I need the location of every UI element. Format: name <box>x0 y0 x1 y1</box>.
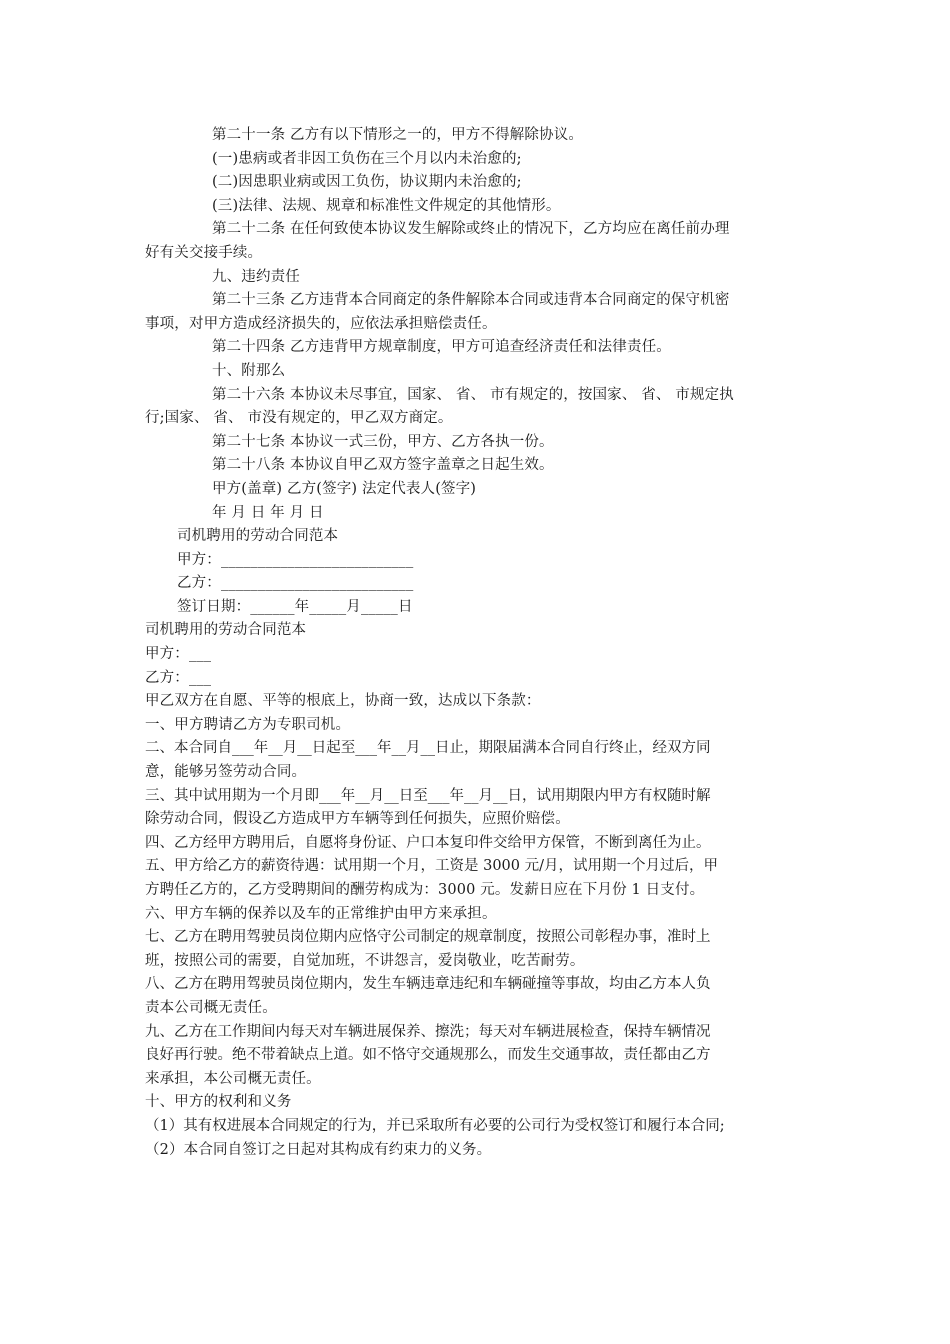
term-5-line-2: 方聘任乙方的，乙方受聘期间的酬劳构成为：3000 元。发薪日应在下月份 1 日支付。 <box>145 882 705 898</box>
contract-party-b: 乙方：___ <box>145 669 212 686</box>
term-2-line-2: 意，能够另签劳动合同。 <box>145 764 307 781</box>
clause-21: 第二十一条 乙方有以下情形之一的，甲方不得解除协议。 <box>212 127 584 143</box>
term-2-line-1: 二、本合同自___年__月__日起至___年__月__日止，期限届满本合同自行终止，经双方同 <box>145 740 711 757</box>
contract-preamble: 甲乙双方在自愿、平等的根底上，协商一致，达成以下条款： <box>145 693 541 710</box>
cover-party-a: 甲方：__________________________ <box>177 551 414 568</box>
term-10-heading: 十、甲方的权利和义务 <box>145 1094 292 1111</box>
term-9-line-3: 来承担，本公司概无责任。 <box>145 1070 321 1087</box>
clause-23-line-1: 第二十三条 乙方违背本合同商定的条件解除本合同或违背本合同商定的保守机密 <box>212 292 730 309</box>
term-9-line-1: 九、乙方在工作期间内每天对车辆进展保养、擦洗；每天对车辆进展检查，保持车辆情况 <box>145 1023 711 1040</box>
section-9-heading: 九、违约责任 <box>212 268 300 285</box>
clause-26-line-2: 行;国家、 省、 市没有规定的，甲乙双方商定。 <box>145 410 453 427</box>
term-4: 四、乙方经甲方聘用后，自愿将身份证、户口本复印件交给甲方保管，不断到离任为止。 <box>145 834 711 851</box>
clause-21-item-3: (三)法律、法规、规章和标准性文件规定的其他情形。 <box>212 197 561 214</box>
term-7-line-2: 班，按照公司的需要，自觉加班，不讲怨言，爱岗敬业，吃苦耐劳。 <box>145 952 585 969</box>
term-9-line-2: 良好再行驶。绝不带着缺点上道。如不恪守交通规那么，而发生交通事故，责任都由乙方 <box>145 1047 711 1064</box>
cover-party-b: 乙方：__________________________ <box>177 575 414 592</box>
term-10-item-1: （1）其有权进展本合同规定的行为，并已采取所有必要的公司行为受权签订和履行本合同; <box>145 1117 725 1134</box>
clause-22-line-1: 第二十二条 在任何致使本协议发生解除或终止的情况下，乙方均应在离任前办理 <box>212 221 730 238</box>
clause-26-line-1: 第二十六条 本协议未尽事宜，国家、 省、 市有规定的，按国家、 省、 市规定执 <box>212 386 734 403</box>
clause-22-line-2: 好有关交接手续。 <box>145 244 263 261</box>
term-7-line-1: 七、乙方在聘用驾驶员岗位期内应恪守公司制定的规章制度，按照公司彰程办事，准时上 <box>145 929 711 946</box>
cover-title: 司机聘用的劳动合同范本 <box>177 528 339 545</box>
clause-24: 第二十四条 乙方违背甲方规章制度，甲方可追查经济责任和法律责任。 <box>212 339 671 356</box>
signature-parties: 甲方(盖章) 乙方(签字) 法定代表人(签字) <box>212 480 477 497</box>
clause-21-item-2: (二)因患职业病或因工负伤，协议期内未治愈的; <box>212 174 522 191</box>
term-3-line-1: 三、其中试用期为一个月即___年__月__日至___年__月__日，试用期限内甲方有权随时解 <box>145 787 711 804</box>
term-6: 六、甲方车辆的保养以及车的正常维护由甲方来承担。 <box>145 905 497 922</box>
document-body <box>145 124 815 1162</box>
term-5-line-1: 五、甲方给乙方的薪资待遇：试用期一个月，工资是 3000 元/月，试用期一个月过后，甲 <box>145 858 719 875</box>
term-10-item-2: （2）本合同自签订之日起对其构成有约束力的义务。 <box>145 1141 492 1158</box>
clause-28: 第二十八条 本协议自甲乙双方签字盖章之日起生效。 <box>212 457 554 474</box>
clause-21-item-1: (一)患病或者非因工负伤在三个月以内未治愈的; <box>212 150 522 167</box>
term-3-line-2: 除劳动合同，假设乙方造成甲方车辆等到任何损失，应照价赔偿。 <box>145 811 570 828</box>
contract-party-a: 甲方：___ <box>145 646 212 663</box>
cover-sign-date: 签订日期：______年_____月_____日 <box>177 598 413 615</box>
term-8-line-2: 责本公司概无责任。 <box>145 999 277 1016</box>
signature-dates: 年 月 日 年 月 日 <box>212 504 324 521</box>
contract-title: 司机聘用的劳动合同范本 <box>145 622 307 639</box>
term-1: 一、甲方聘请乙方为专职司机。 <box>145 716 351 733</box>
clause-23-line-2: 事项，对甲方造成经济损失的，应依法承担赔偿责任。 <box>145 315 497 332</box>
term-8-line-1: 八、乙方在聘用驾驶员岗位期内，发生车辆违章违纪和车辆碰撞等事故，均由乙方本人负 <box>145 976 711 993</box>
clause-27: 第二十七条 本协议一式三份，甲方、乙方各执一份。 <box>212 433 554 450</box>
section-10-heading: 十、附那么 <box>212 362 286 379</box>
